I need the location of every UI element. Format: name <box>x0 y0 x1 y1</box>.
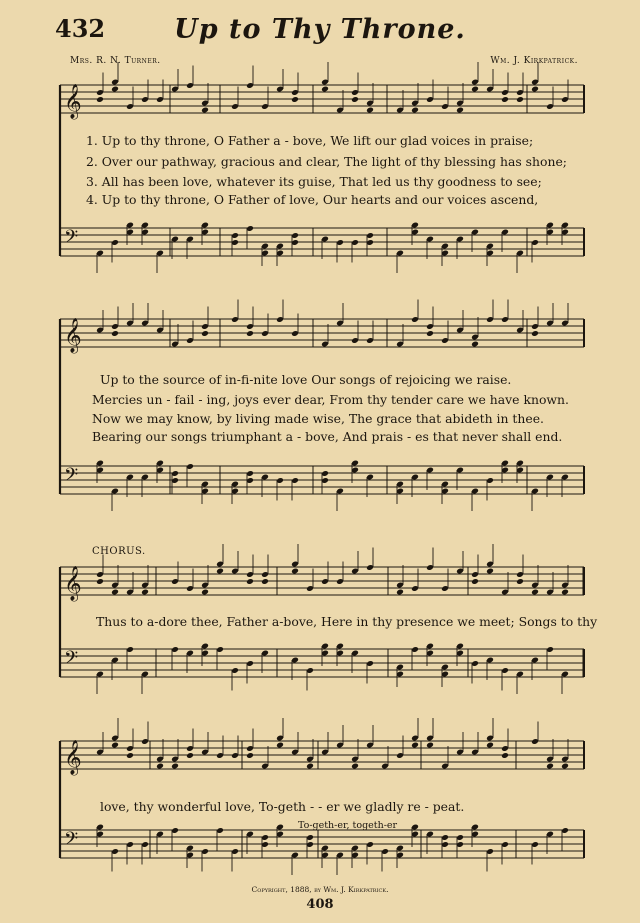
notehead <box>96 96 104 103</box>
notehead <box>471 578 479 585</box>
notehead <box>156 763 164 770</box>
notehead <box>276 742 284 749</box>
page-number: 432 <box>55 14 106 43</box>
notehead <box>246 752 254 759</box>
treble-clef-icon: 𝄞 <box>64 740 82 775</box>
notehead <box>546 763 554 770</box>
notehead <box>501 752 509 759</box>
notehead <box>426 330 434 337</box>
bass-lyric: To-geth-er, togeth-er <box>298 820 398 831</box>
notehead <box>186 752 194 759</box>
notehead <box>321 86 329 93</box>
bass-clef-icon: 𝄢 <box>64 465 79 490</box>
notehead <box>561 589 569 596</box>
treble-clef-icon: 𝄞 <box>64 318 82 353</box>
verse-1-line-1: 1. Up to thy throne, O Father a - bove, We lift our glad voices in praise; <box>86 133 534 148</box>
bass-clef-icon: 𝄢 <box>64 227 79 252</box>
notehead <box>531 86 539 93</box>
notehead <box>486 568 494 575</box>
notehead <box>111 86 119 93</box>
verse-2-line-1: 2. Over our pathway, gracious and clear, The light of thy blessing has shone; <box>86 154 567 169</box>
verse-4-line-1: 4. Up to thy throne, O Father of love, Our hearts and our voices ascend, <box>86 192 539 207</box>
copyright-notice: Copyright, 1888, by Wm. J. Kirkpatrick. <box>251 885 389 894</box>
notehead <box>501 96 509 103</box>
verse-4-line-2: Bearing our songs triumphant a - bove, And prais - es that never shall end. <box>92 429 563 444</box>
music-credit: Wm. J. Kirkpatrick. <box>490 56 578 66</box>
chorus-line-1: Thus to a-dore thee, Father a-bove, Here in thy presence we meet; Songs to thy <box>96 614 598 629</box>
notehead <box>246 578 254 585</box>
notehead <box>96 578 104 585</box>
treble-clef-icon: 𝄞 <box>64 84 82 119</box>
notehead <box>471 86 479 93</box>
bass-clef-icon: 𝄢 <box>64 648 79 673</box>
verse-3-line-2: Now we may know, by living made wise, The grace that abideth in thee. <box>92 411 544 426</box>
verse-1-line-2: Up to the source of in-fi-nite love Our songs of rejoicing we raise. <box>100 372 512 387</box>
notehead <box>306 763 314 770</box>
verse-2-line-2: Mercies un - fail - ing, joys ever dear, From thy tender care we have known. <box>92 392 569 407</box>
notehead <box>201 330 209 337</box>
notehead <box>351 96 359 103</box>
notehead <box>111 330 119 337</box>
notehead <box>411 742 419 749</box>
chorus-label: CHORUS. <box>92 546 146 557</box>
notehead <box>171 763 179 770</box>
notehead <box>201 589 209 596</box>
notehead <box>111 742 119 749</box>
notehead <box>291 568 299 575</box>
notehead <box>396 589 404 596</box>
notehead <box>561 763 569 770</box>
notehead <box>246 330 254 337</box>
notehead <box>261 578 269 585</box>
notehead <box>366 107 374 114</box>
notehead <box>201 107 209 114</box>
notehead <box>216 568 224 575</box>
notehead <box>111 589 119 596</box>
notehead <box>411 107 419 114</box>
notehead <box>516 578 524 585</box>
treble-clef-icon: 𝄞 <box>64 566 82 601</box>
notehead <box>516 96 524 103</box>
words-credit: Mrs. R. N. Turner. <box>70 56 161 66</box>
notehead <box>456 107 464 114</box>
notehead <box>351 763 359 770</box>
notehead <box>531 589 539 596</box>
verse-3-line-1: 3. All has been love, whatever its guise, That led us thy goodness to see; <box>86 174 542 189</box>
notehead <box>141 589 149 596</box>
bass-clef-icon: 𝄢 <box>64 829 79 854</box>
chorus-line-2: love, thy wonderful love, To-geth - - er we gladly re - peat. <box>100 799 465 814</box>
notehead <box>426 742 434 749</box>
hymn-title: Up to Thy Throne. <box>174 14 466 45</box>
notehead <box>531 330 539 337</box>
notehead <box>291 96 299 103</box>
notehead <box>126 752 134 759</box>
page-footer-number: 408 <box>306 897 334 912</box>
notehead <box>471 341 479 348</box>
notehead <box>486 742 494 749</box>
